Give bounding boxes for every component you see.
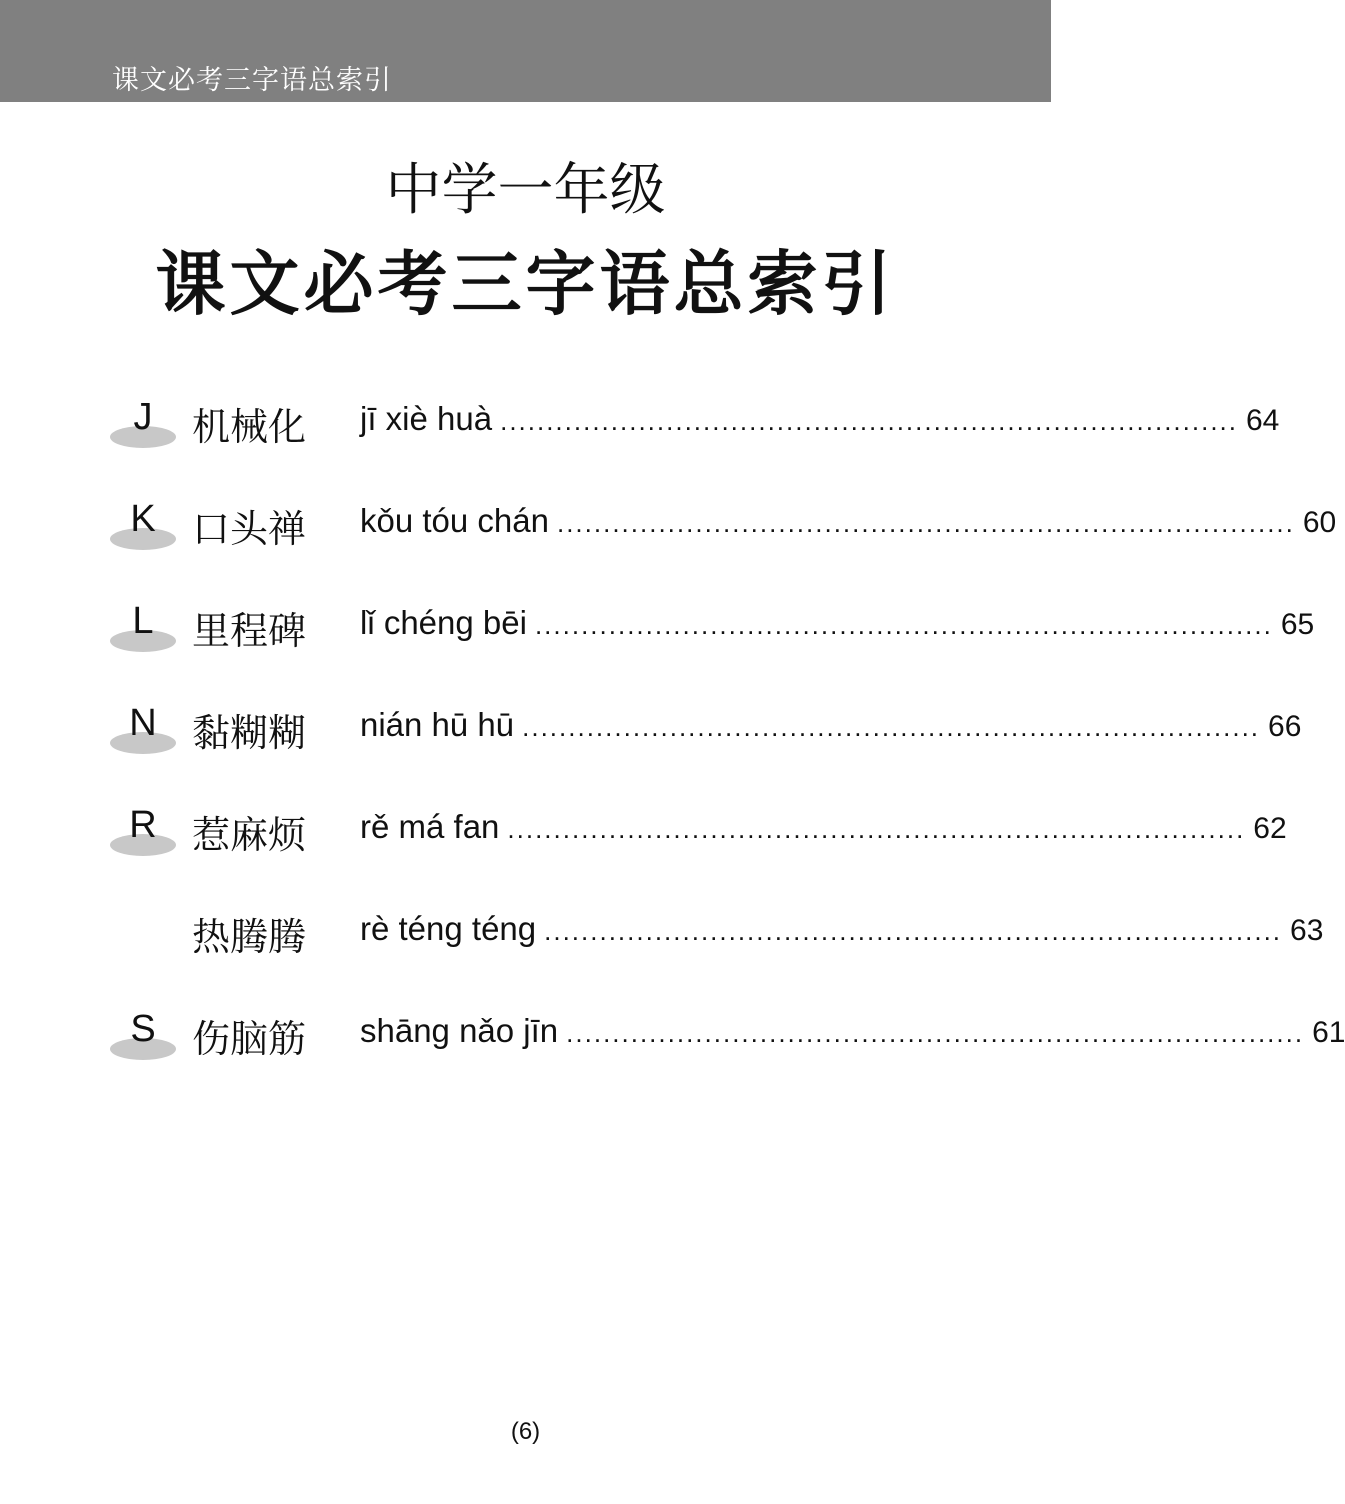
entry-pinyin: lǐ chéng bēi xyxy=(360,604,527,641)
entry-hanzi: 里程碑 xyxy=(192,609,307,653)
entry-line xyxy=(360,1012,1345,1050)
dot-leader: ................................................................................ xyxy=(534,610,1273,640)
dot-leader: ................................................................................ xyxy=(556,508,1295,538)
entry-line xyxy=(360,400,1280,438)
header-title: 课文必考三字语总索引 xyxy=(112,65,392,96)
index-entry xyxy=(0,702,1302,762)
letter-marker xyxy=(110,498,176,558)
entry-letter: R xyxy=(129,804,157,846)
entry-hanzi: 伤脑筋 xyxy=(192,1017,307,1061)
dot-leader: ................................................................................ xyxy=(566,1018,1305,1048)
entry-pinyin: rě má fan xyxy=(360,808,500,845)
entry-page: 61 xyxy=(1312,1016,1345,1049)
entry-hanzi: 机械化 xyxy=(192,405,307,449)
index-entry xyxy=(0,396,1280,456)
entry-page: 66 xyxy=(1268,710,1302,743)
entry-hanzi: 惹麻烦 xyxy=(192,813,307,857)
entry-line xyxy=(360,604,1315,642)
page-number: (6) xyxy=(510,1418,541,1445)
entry-page: 60 xyxy=(1302,506,1337,539)
index-entry xyxy=(0,498,1337,558)
index-entry xyxy=(0,1008,1345,1068)
entry-page: 62 xyxy=(1253,812,1287,845)
letter-marker xyxy=(110,804,176,864)
page-subtitle: 中学一年级 xyxy=(385,158,666,223)
entry-page: 65 xyxy=(1280,608,1315,641)
entry-page: 64 xyxy=(1245,404,1280,437)
dot-leader: ................................................................................ xyxy=(500,406,1238,436)
entry-pinyin: rè téng téng xyxy=(360,910,537,947)
entry-letter: N xyxy=(129,702,157,744)
entry-pinyin: jī xiè huà xyxy=(360,400,493,437)
entry-letter: S xyxy=(130,1008,156,1050)
entry-line xyxy=(360,910,1324,948)
letter-marker xyxy=(110,702,176,762)
dot-leader: ................................................................................ xyxy=(522,712,1261,742)
entry-pinyin: shāng nǎo jīn xyxy=(360,1012,559,1049)
entry-page: 63 xyxy=(1290,914,1324,947)
entry-line xyxy=(360,502,1337,540)
header-bar xyxy=(0,0,1051,102)
entry-pinyin: kǒu tóu chán xyxy=(360,502,549,539)
entry-pinyin: nián hū hū xyxy=(360,706,515,743)
entry-letter: J xyxy=(133,396,153,438)
entry-hanzi: 热腾腾 xyxy=(192,915,307,959)
index-entry xyxy=(0,804,1287,864)
entry-hanzi: 黏糊糊 xyxy=(192,711,307,755)
dot-leader: ................................................................................ xyxy=(507,814,1246,844)
letter-marker xyxy=(110,396,176,456)
dot-leader: ................................................................................ xyxy=(544,916,1283,946)
index-entry xyxy=(0,600,1315,660)
letter-marker xyxy=(110,600,176,660)
index-entry xyxy=(0,906,1324,966)
entry-line xyxy=(360,808,1287,846)
entry-hanzi: 口头禅 xyxy=(192,507,307,551)
letter-marker xyxy=(110,1008,176,1068)
entry-line xyxy=(360,706,1302,744)
entry-letter: K xyxy=(130,498,156,540)
page-title: 课文必考三字语总索引 xyxy=(155,243,896,325)
entry-letter: L xyxy=(132,600,154,642)
